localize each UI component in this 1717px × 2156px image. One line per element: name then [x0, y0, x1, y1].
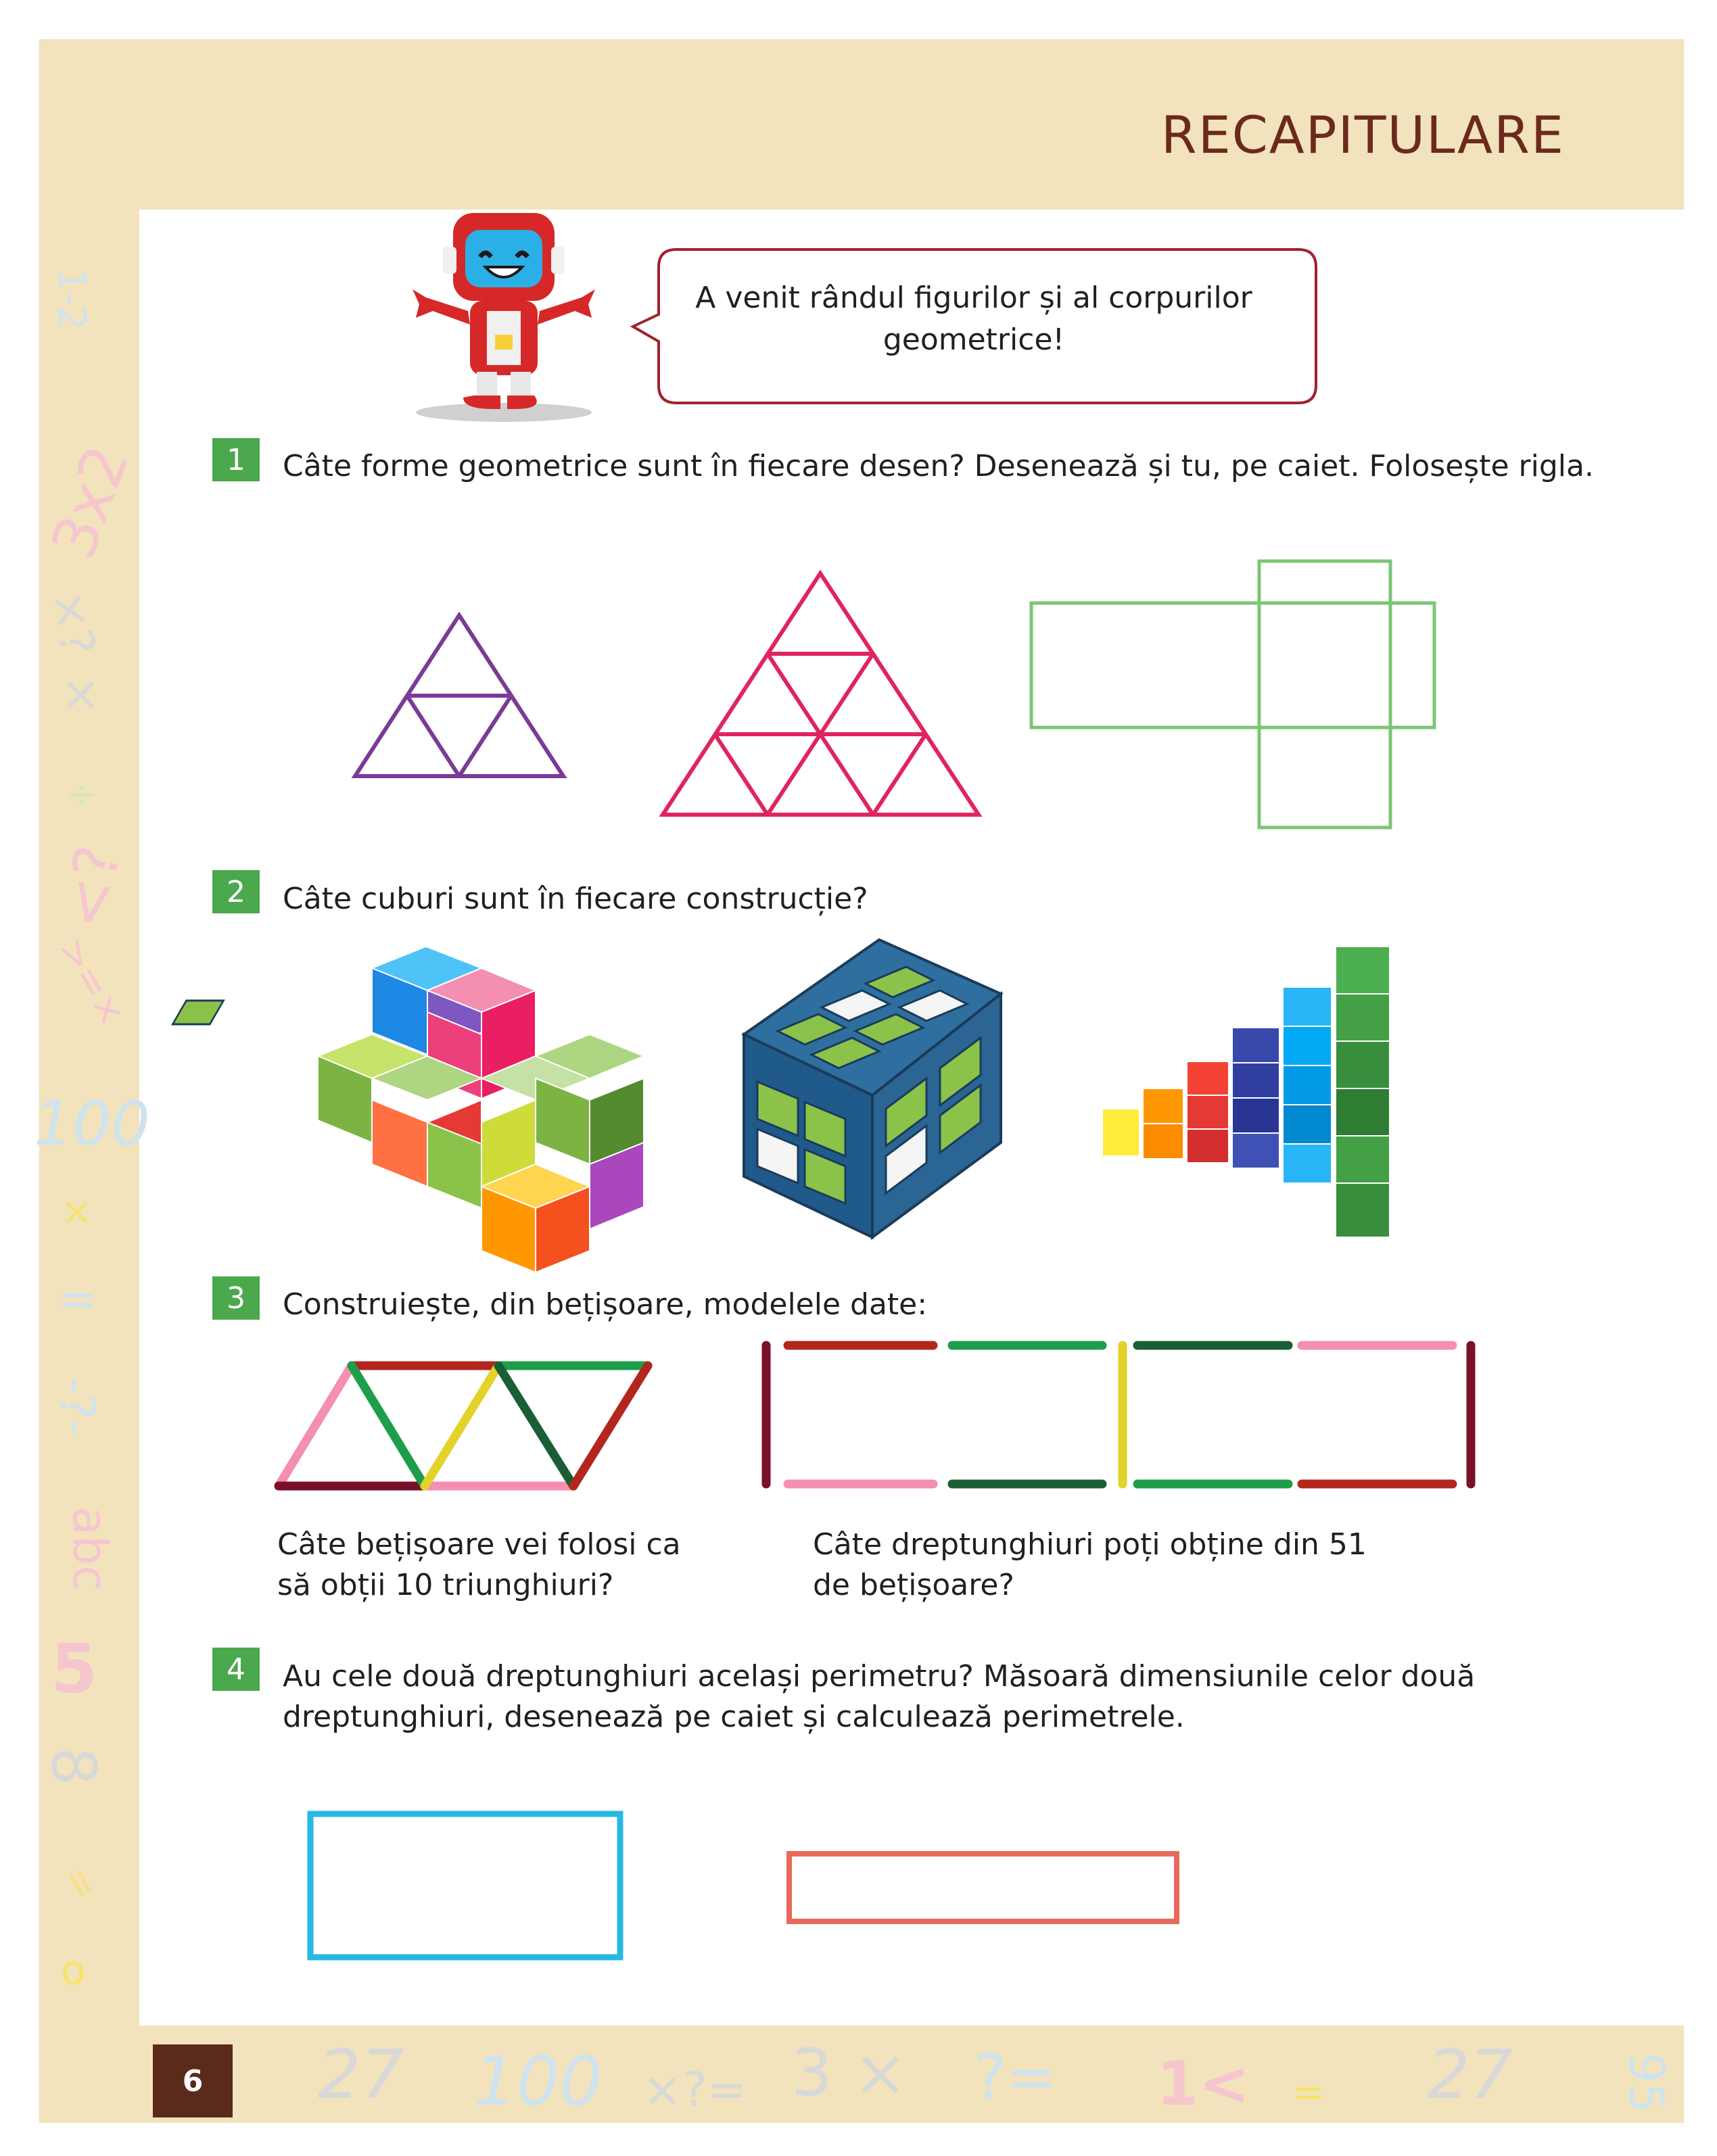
decor-bottom-6: 1<	[1156, 2049, 1250, 2119]
page-number: 6	[153, 2044, 233, 2117]
exercise-2-number: 2	[212, 870, 260, 913]
decor-left-8: 100	[34, 1088, 150, 1159]
decor-left-14: 8	[38, 1746, 110, 1786]
decor-left-12: abc	[62, 1506, 118, 1591]
decor-left-16: o	[61, 1947, 86, 1994]
decor-bottom-5: ?=	[974, 2042, 1058, 2113]
decor-left-5: ÷	[64, 771, 99, 818]
decor-left-6: <?	[50, 840, 135, 935]
decor-left-11: -?-	[49, 1377, 105, 1437]
exercise-3-right-question: Câte dreptunghiuri poți obține din 51 de bețișoare?	[813, 1527, 1367, 1602]
exercise-4-number: 4	[212, 1648, 260, 1691]
decor-bottom-4: 3 ×	[791, 2035, 908, 2111]
exercise-3-text: Construiește, din bețișoare, modelele date:	[283, 1287, 928, 1322]
decor-bottom-3: ×?=	[642, 2062, 747, 2117]
decor-left-1: 1-2	[49, 268, 94, 331]
exercise-2-text: Câte cuburi sunt în fiecare construcție?	[283, 882, 868, 916]
exercise-1-text: Câte forme geometrice sunt în fiecare desen? Desenează și tu, pe caiet. Folosește rigla.	[283, 449, 1594, 483]
decor-left-3: ×?	[40, 585, 106, 660]
exercise-1-number: 1	[212, 438, 260, 481]
decor-left-9: ×	[61, 1190, 93, 1234]
decor-left-10: =	[57, 1271, 97, 1326]
decor-bottom-7: =	[1292, 2069, 1326, 2116]
decor-left-13: 5	[51, 1629, 98, 1708]
page-title: RECAPITULARE	[1160, 105, 1565, 165]
decor-bottom-8: 27	[1427, 2035, 1513, 2114]
salmon-rectangle	[789, 1854, 1177, 1921]
decor-bottom-1: 27	[318, 2035, 404, 2114]
exercise-3-number: 3	[212, 1276, 260, 1320]
blue-rectangle	[310, 1814, 620, 1957]
decor-left-2: 3x2	[37, 436, 143, 568]
exercise-4-text: Au cele două dreptunghiuri același perimetru? Măsoară dimensiunile celor două dreptunghiuri, desenează pe caiet și calculează perimetrele.	[283, 1659, 1476, 1734]
decor-bottom-9: 95	[1618, 2053, 1674, 2113]
decor-left-7: >=×	[49, 930, 135, 1034]
decor-left-4: ×	[61, 666, 101, 721]
decor-left-15: =	[52, 1856, 111, 1910]
decor-bottom-2: 100	[473, 2042, 603, 2121]
speech-text: A venit rândul figurilor și al corpurilor geometrice!	[695, 281, 1252, 357]
exercise-3-left-question: Câte bețișoare vei folosi ca să obții 10 triunghiuri?	[277, 1527, 681, 1602]
